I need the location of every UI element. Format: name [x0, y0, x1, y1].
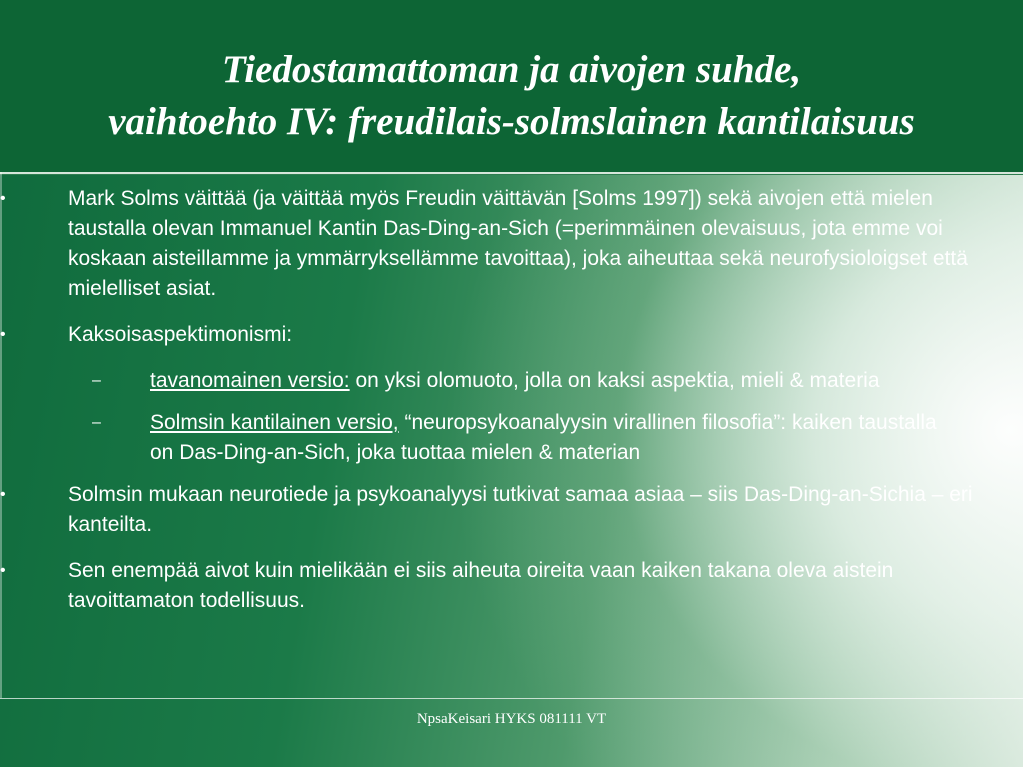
sub-bullet-text: “neuropsykoanalyysin virallinen filosofia”: kaiken taustalla on Das-Ding-an-Sich, joka tuottaa mielen & materian [150, 411, 937, 464]
bullet-item [0, 184, 1010, 304]
bullet-marker: • [0, 562, 6, 579]
sub-bullet-underlined: tavanomainen versio: [150, 369, 350, 392]
sub-bullet-item [0, 408, 1010, 468]
bullet-item [0, 556, 1010, 616]
bullet-item [0, 480, 1010, 540]
bullet-marker: • [0, 486, 6, 503]
bullet-marker: • [0, 326, 6, 343]
title-line-1: Tiedostamattoman ja aivojen suhde, [221, 48, 802, 91]
slide-content [0, 184, 1010, 632]
bullet-text: Solmsin mukaan neurotiede ja psykoanalyysi tutkivat samaa asiaa – siis Das-Ding-an-Sichia – eri kanteilta. [68, 483, 973, 536]
footer-divider [0, 698, 1023, 699]
sub-bullet-text: on yksi olomuoto, jolla on kaksi aspektia, mieli & materia [349, 369, 880, 392]
slide-footer: NpsaKeisari HYKS 081111 VT [416, 711, 607, 727]
sub-bullet-marker: – [92, 414, 101, 431]
title-line-2: vaihtoehto IV: freudilais-solmslainen kantilaisuus [108, 100, 915, 143]
bullet-item [0, 320, 1010, 350]
slide-title [0, 44, 1023, 148]
bullet-text: Sen enempää aivot kuin mielikään ei siis aiheuta oireita vaan kaiken takana oleva aistein tavoittamaton todellisuus. [68, 559, 894, 612]
sub-bullet-underlined: Solmsin kantilainen versio, [150, 411, 399, 434]
title-bar [0, 0, 1023, 174]
sub-bullet-marker: – [92, 372, 101, 389]
bullet-text: Mark Solms väittää (ja väittää myös Freudin väittävän [Solms 1997]) sekä aivojen että mielen taustalla olevan Immanuel Kantin Das-Ding-an-Sich (=perimmäinen olevaisuus, jota emme voi koskaan aisteillamme ja ymmärryksellämme tavoittaa), joka aiheuttaa sekä neurofysioloigset että mielelliset asiat. [68, 187, 968, 300]
bullet-text: Kaksoisaspektimonismi: [68, 323, 293, 346]
sub-bullet-item [0, 366, 1010, 396]
bullet-marker: • [0, 190, 6, 207]
